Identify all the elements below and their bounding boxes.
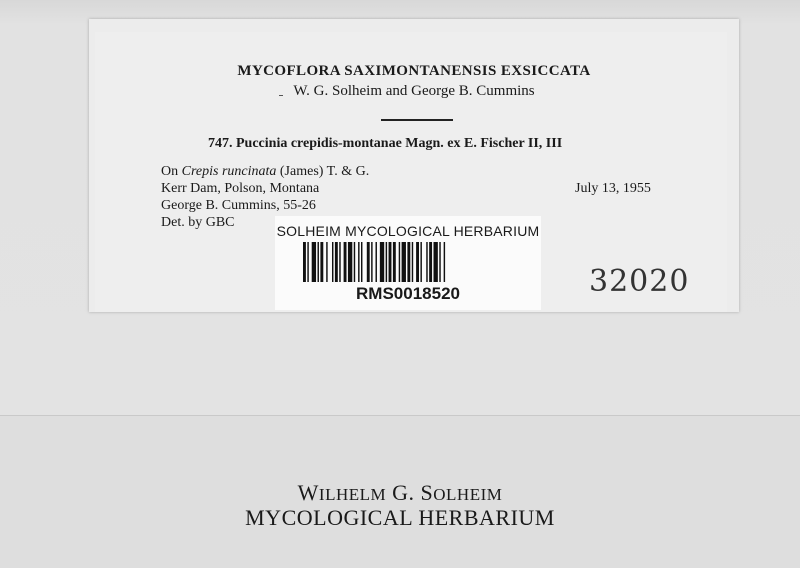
series-editors: W. G. Solheim and George B. Cummins bbox=[293, 83, 535, 99]
barcode-bar bbox=[339, 242, 340, 282]
barcode-bar bbox=[429, 242, 432, 282]
barcode-bar bbox=[439, 242, 440, 282]
barcode-bar bbox=[335, 242, 338, 282]
barcode-bar bbox=[318, 242, 319, 282]
barcode-bar bbox=[332, 242, 333, 282]
species-authority: Magn. ex E. Fischer II, III bbox=[405, 136, 563, 151]
specimen-label bbox=[89, 19, 739, 312]
barcode-bar bbox=[412, 242, 413, 282]
footer-herbarium-name: MYCOLOGICAL HERBARIUM bbox=[245, 505, 555, 530]
host-line bbox=[161, 164, 369, 180]
barcode-bar bbox=[348, 242, 352, 282]
barcode-bar bbox=[420, 242, 421, 282]
barcode-bar bbox=[320, 242, 323, 282]
locality: Kerr Dam, Polson, Montana bbox=[161, 181, 320, 196]
host-authority: (James) T. & G. bbox=[279, 164, 370, 179]
barcode-bar bbox=[416, 242, 419, 282]
accession-number: 32020 bbox=[589, 264, 690, 299]
barcode-bar bbox=[358, 242, 359, 282]
barcode-bar bbox=[312, 242, 316, 282]
host-prefix: On bbox=[161, 164, 179, 179]
barcode-bar bbox=[402, 242, 406, 282]
host-species: Crepis runcinata bbox=[181, 164, 277, 179]
species-name: Puccinia crepidis-montanae bbox=[236, 136, 402, 151]
barcode-bar bbox=[307, 242, 308, 282]
series-title: MYCOFLORA SAXIMONTANENSIS EXSICCATA bbox=[237, 63, 591, 79]
barcode-bar bbox=[303, 242, 306, 282]
title-divider bbox=[381, 119, 453, 121]
barcode-bar bbox=[444, 242, 445, 282]
barcode-bar bbox=[376, 242, 377, 282]
determiner: Det. by GBC bbox=[161, 215, 235, 230]
barcode-bar bbox=[344, 242, 347, 282]
collector: George B. Cummins, 55-26 bbox=[161, 198, 316, 213]
barcode-bar bbox=[407, 242, 410, 282]
footer-owner-name: WILHELM G. SOLHEIM bbox=[297, 480, 503, 505]
herbarium-name: SOLHEIM MYCOLOGICAL HERBARIUM bbox=[276, 223, 540, 239]
barcode-sticker bbox=[275, 216, 541, 310]
barcode-bar bbox=[380, 242, 384, 282]
barcode-bar bbox=[354, 242, 355, 282]
catalog-number: RMS0018520 bbox=[356, 284, 460, 303]
barcode bbox=[303, 242, 511, 282]
barcode-bar bbox=[386, 242, 387, 282]
exsiccata-number: 747. bbox=[208, 136, 233, 151]
barcode-bar bbox=[326, 242, 327, 282]
barcode-bar bbox=[399, 242, 400, 282]
barcode-bar bbox=[426, 242, 427, 282]
barcode-bar bbox=[367, 242, 370, 282]
barcode-bar bbox=[371, 242, 372, 282]
collection-date: July 13, 1955 bbox=[575, 181, 651, 196]
barcode-bar bbox=[393, 242, 396, 282]
barcode-bar bbox=[434, 242, 438, 282]
specimen-name-line bbox=[208, 136, 562, 152]
barcode-bar bbox=[389, 242, 392, 282]
barcode-bar bbox=[361, 242, 362, 282]
